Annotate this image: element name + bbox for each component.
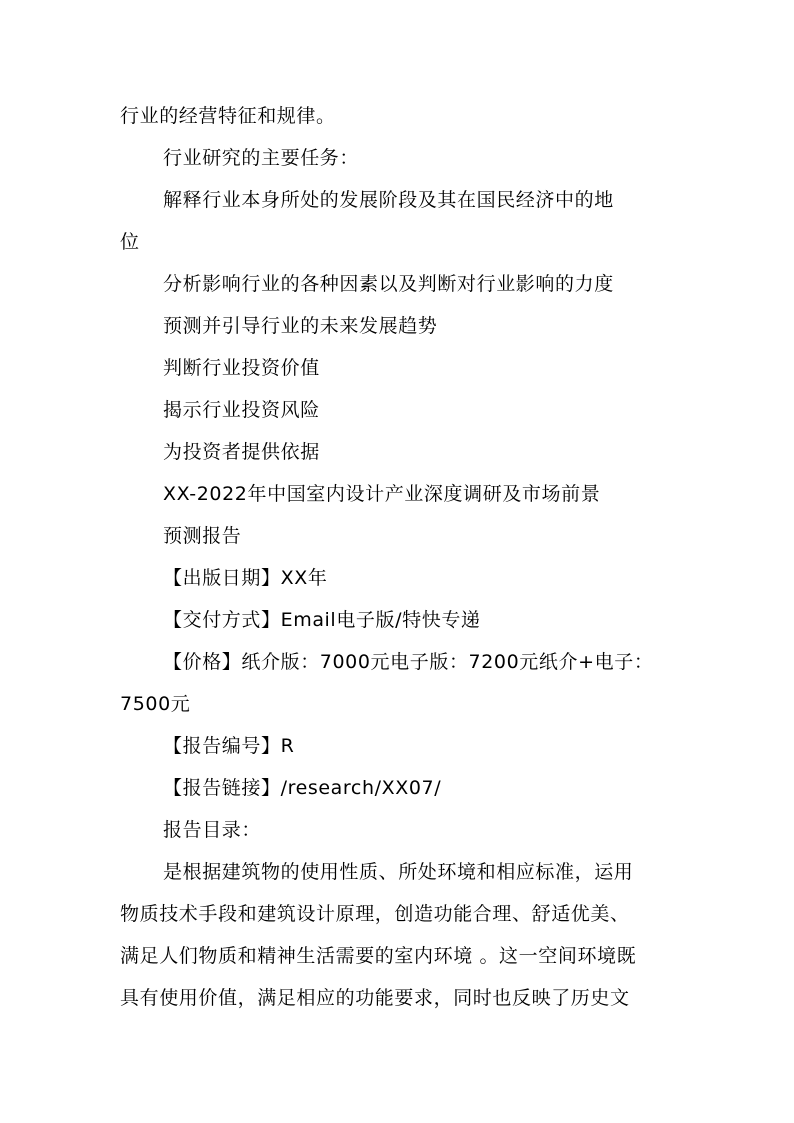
price-cont: 7500元 [120, 693, 191, 715]
body-paragraph-line: 是根据建筑物的使用性质、所处环境和相应标准，运用 [163, 861, 634, 883]
body-paragraph-line: 满足人们物质和精神生活需要的室内环境 。这一空间环境既 [120, 945, 637, 967]
text-line-tasks-heading: 行业研究的主要任务： [163, 147, 360, 169]
text-line-task-explain: 解释行业本身所处的发展阶段及其在国民经济中的地 [163, 189, 614, 211]
report-number: 【报告编号】R [163, 735, 295, 757]
text-line-task-analyze: 分析影响行业的各种因素以及判断对行业影响的力度 [163, 273, 614, 295]
body-paragraph-line: 物质技术手段和建筑设计原理，创造功能合理、舒适优美、 [120, 903, 630, 925]
price: 【价格】纸介版：7000元电子版：7200元纸介+电子： [163, 651, 654, 673]
text-line-task-risk: 揭示行业投资风险 [163, 399, 320, 421]
publish-date: 【出版日期】XX年 [163, 567, 328, 589]
table-of-contents-heading: 报告目录： [163, 819, 262, 841]
text-line-trait: 行业的经营特征和规律。 [120, 105, 336, 127]
text-line-task-value: 判断行业投资价值 [163, 357, 320, 379]
text-line-task-forecast: 预测并引导行业的未来发展趋势 [163, 315, 438, 337]
report-title-cont: 预测报告 [163, 525, 242, 547]
text-line-task-basis: 为投资者提供依据 [163, 441, 320, 463]
text-line-task-explain-cont: 位 [120, 231, 140, 253]
report-link: 【报告链接】/research/XX07/ [163, 777, 442, 799]
delivery-method: 【交付方式】Email电子版/特快专递 [163, 609, 481, 631]
report-title: XX-2022年中国室内设计产业深度调研及市场前景 [163, 483, 601, 505]
body-paragraph-line: 具有使用价值，满足相应的功能要求，同时也反映了历史文 [120, 987, 630, 1009]
